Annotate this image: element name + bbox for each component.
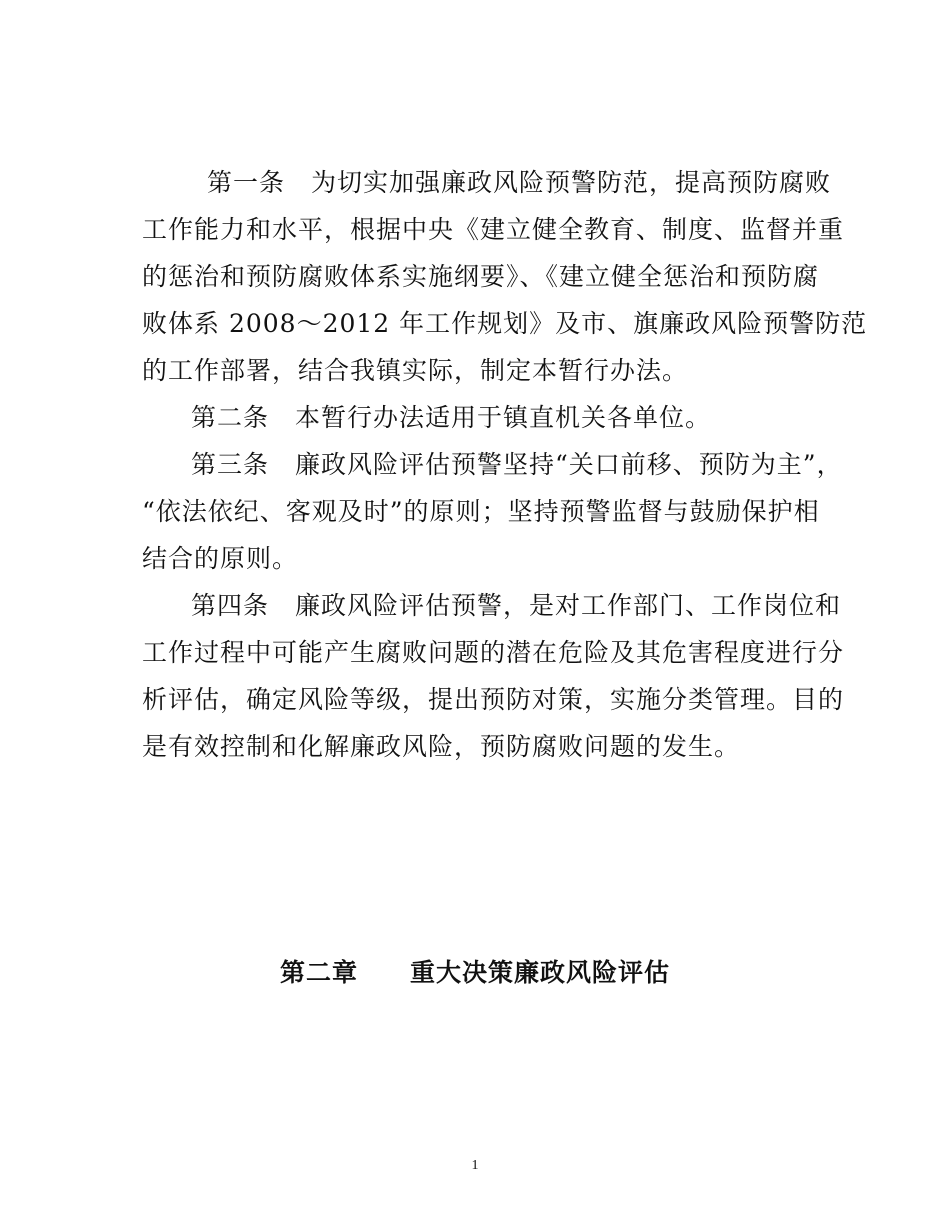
paragraph-3-line-2: “依法依纪、客观及时”的原则；坚持预警监督与鼓励保护相 [142, 497, 820, 526]
paragraph-4-line-1: 第四条 廉政风险评估预警，是对工作部门、工作岗位和 [191, 591, 842, 620]
paragraph-1-line-2: 工作能力和水平，根据中央《建立健全教育、制度、监督并重 [142, 215, 845, 244]
chapter-title: 第二章 重大决策廉政风险评估 [279, 958, 670, 987]
page-number: 1 [471, 1158, 479, 1173]
paragraph-3-line-3: 结合的原则。 [142, 544, 299, 573]
paragraph-1-line-4: 败体系 2008～2012 年工作规划》及市、旗廉政风险预警防范 [142, 309, 868, 338]
paragraph-2-line-1: 第二条 本暂行办法适用于镇直机关各单位。 [191, 403, 712, 432]
paragraph-4-line-2: 工作过程中可能产生腐败问题的潜在危险及其危害程度进行分 [142, 638, 845, 667]
paragraph-1-line-1: 第一条 为切实加强廉政风险预警防范，提高预防腐败 [207, 168, 832, 197]
paragraph-4-line-3: 析评估，确定风险等级，提出预防对策，实施分类管理。目的 [142, 685, 845, 714]
paragraph-4-line-4: 是有效控制和化解廉政风险，预防腐败问题的发生。 [142, 732, 741, 761]
paragraph-3-line-1: 第三条 廉政风险评估预警坚持“关口前移、预防为主”， [191, 450, 843, 479]
paragraph-1-line-5: 的工作部署，结合我镇实际，制定本暂行办法。 [142, 356, 689, 385]
paragraph-1-line-3: 的惩治和预防腐败体系实施纲要》、《建立健全惩治和预防腐 [142, 262, 820, 291]
